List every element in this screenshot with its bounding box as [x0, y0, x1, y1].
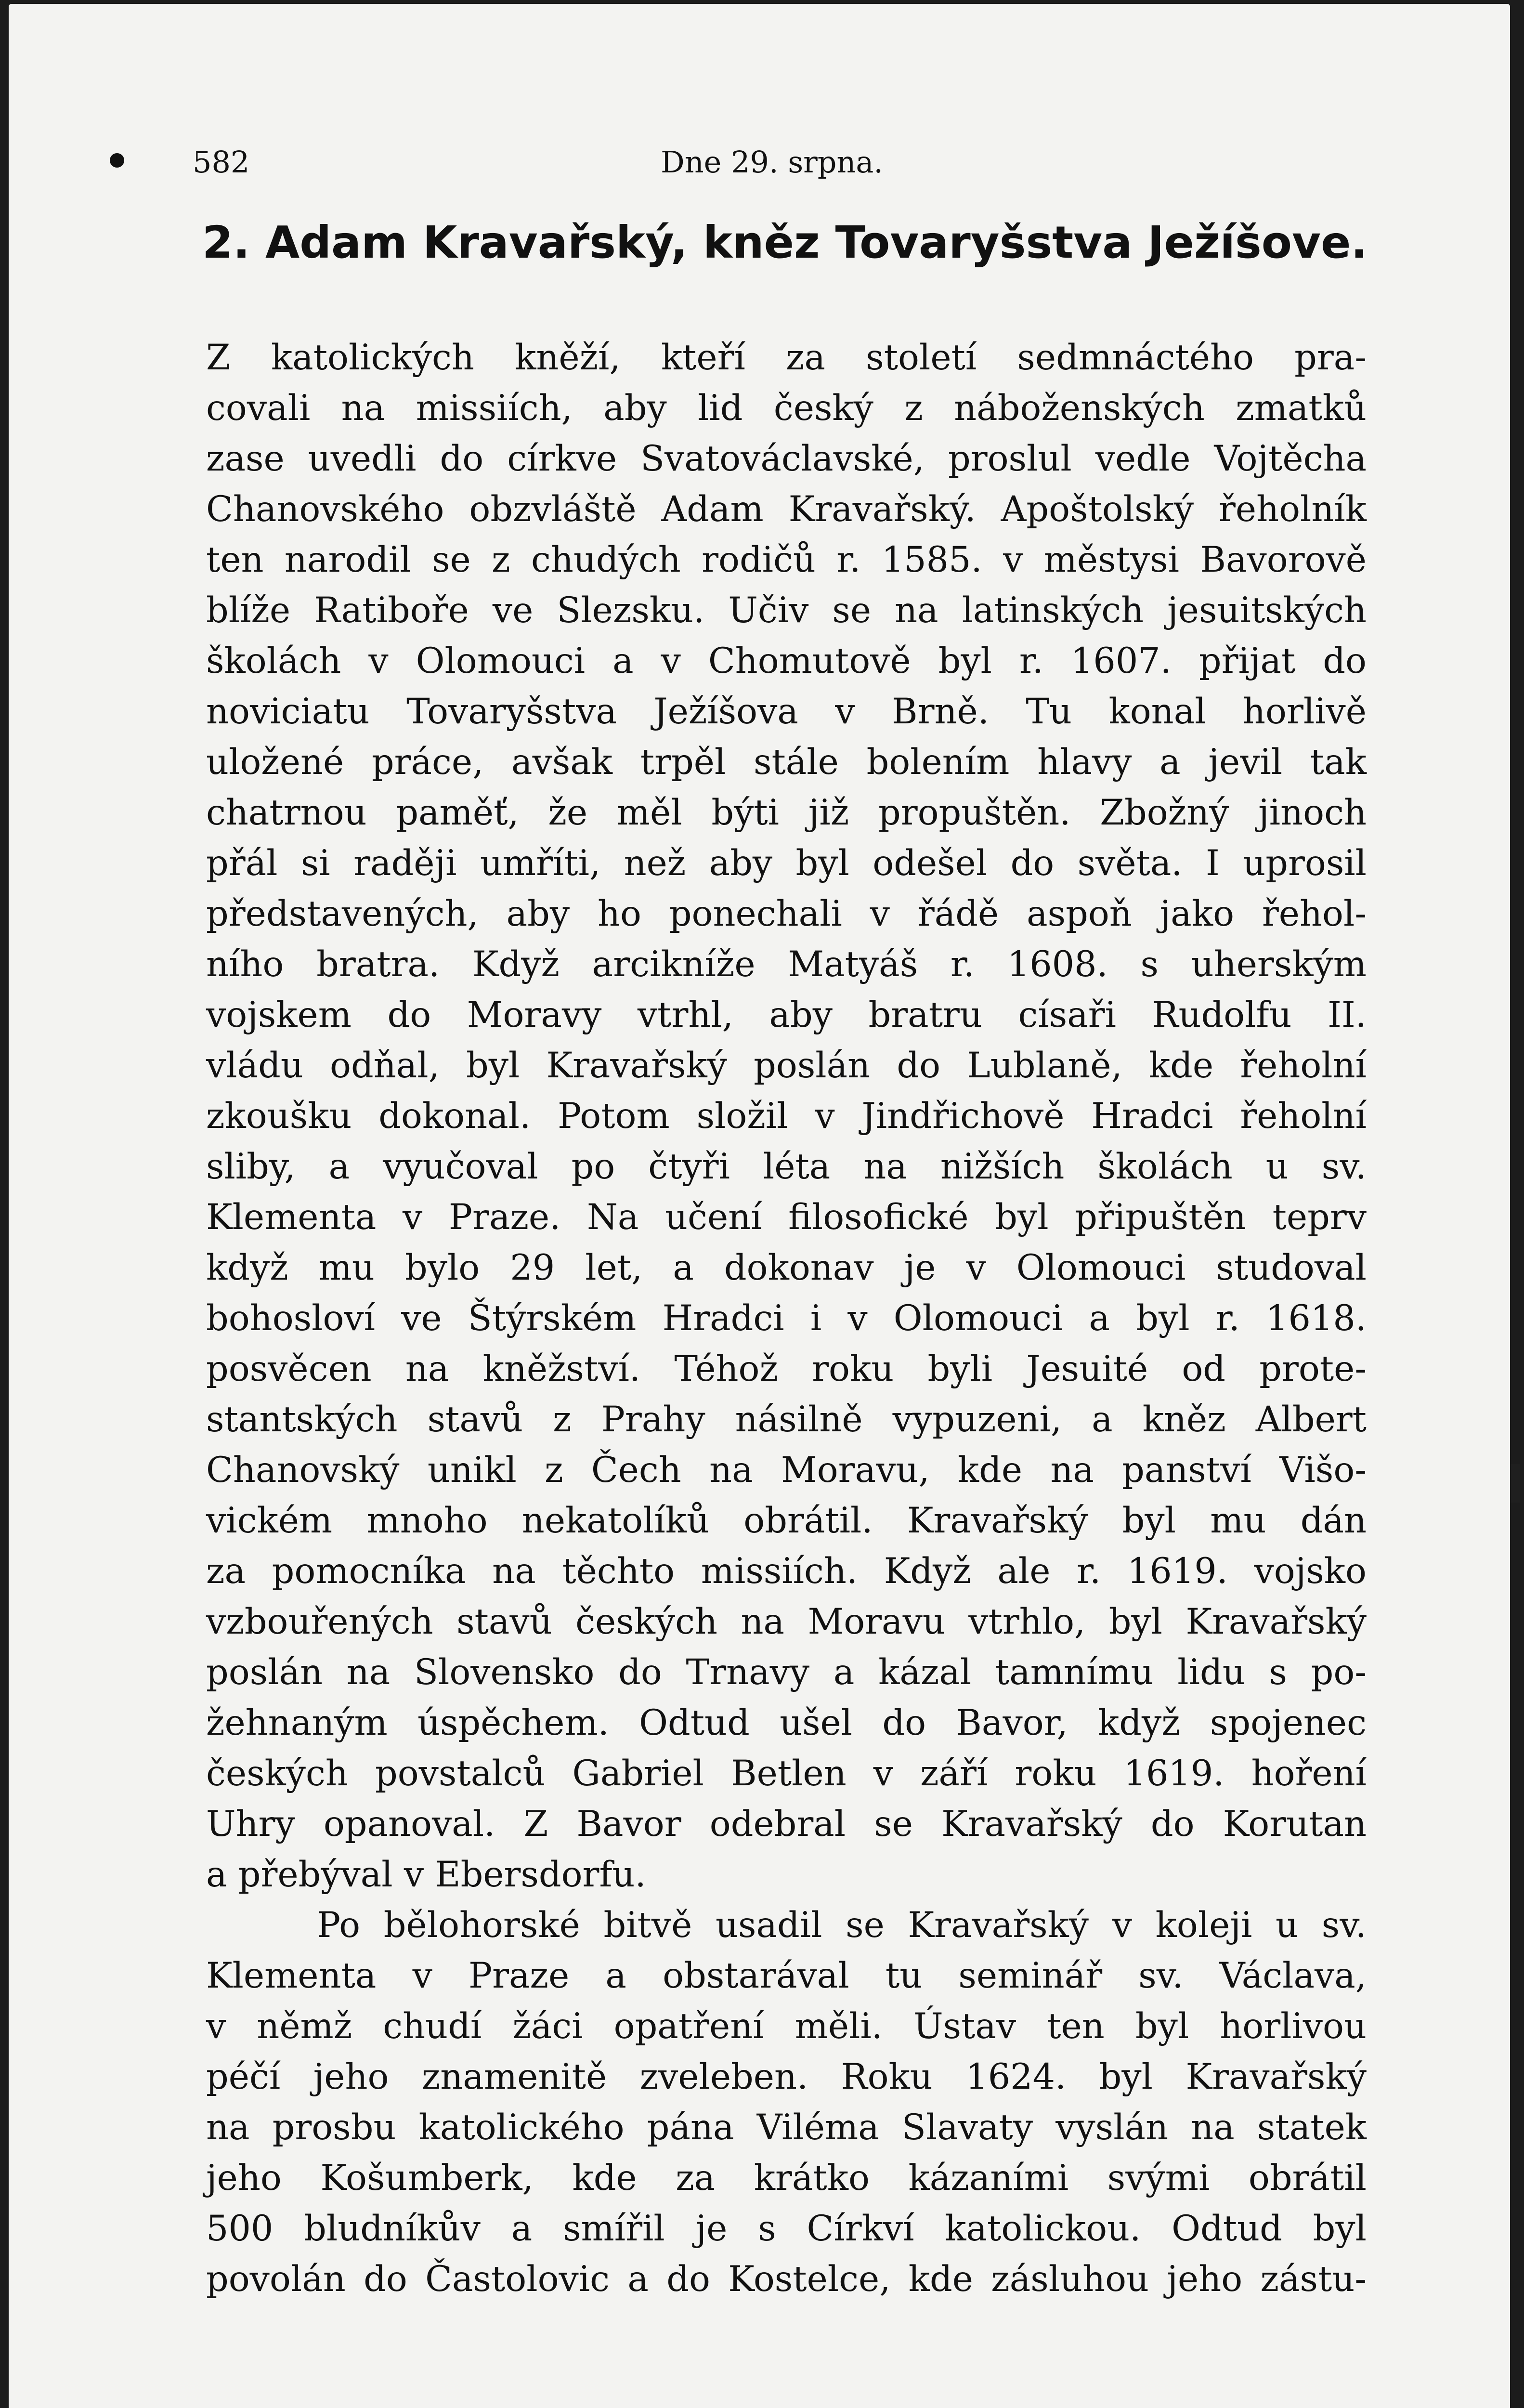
- text-line: zkoušku dokonal. Potom složil v Jindřichově Hradci řeholní: [206, 1096, 1367, 1137]
- text-line: vládu odňal, byl Kravařský poslán do Lublaně, kde řeholní: [206, 1045, 1367, 1086]
- running-head: Dne 29. srpna.: [661, 144, 884, 180]
- text-line: povolán do Častolovic a do Kostelce, kde zásluhou jeho zástu-: [206, 2259, 1367, 2300]
- text-line: představených, aby ho ponechali v řádě aspoň jako řehol-: [206, 893, 1367, 934]
- text-line: covali na missiích, aby lid český z náboženských zmatků: [206, 388, 1367, 429]
- text-line: péčí jeho znamenitě zveleben. Roku 1624. byl Kravařský: [206, 2056, 1367, 2097]
- text-line: když mu bylo 29 let, a dokonav je v Olomouci studoval: [206, 1247, 1367, 1288]
- text-line: Chanovský unikl z Čech na Moravu, kde na panství Višo-: [206, 1450, 1367, 1491]
- text-line: jeho Košumberk, kde za krátko kázaními svými obrátil: [206, 2158, 1367, 2199]
- margin-dot-mark: [110, 153, 124, 168]
- text-line: českých povstalců Gabriel Betlen v září roku 1619. hoření: [206, 1753, 1367, 1794]
- text-line: posvěcen na kněžství. Téhož roku byli Jesuité od prote-: [206, 1348, 1367, 1389]
- text-line: Klementa v Praze a obstarával tu seminář sv. Václava,: [206, 1955, 1367, 1996]
- text-line: v němž chudí žáci opatření měli. Ústav ten byl horlivou: [206, 2006, 1367, 2047]
- text-line: Z katolických kněží, kteří za století sedmnáctého pra-: [206, 337, 1367, 378]
- scan-edge-mark: [1511, 1464, 1520, 1503]
- text-line: Uhry opanoval. Z Bavor odebral se Kravařský do Korutan: [206, 1804, 1367, 1845]
- text-line: poslán na Slovensko do Trnavy a kázal tamnímu lidu s po-: [206, 1652, 1367, 1693]
- text-line: ního bratra. Když arcikníže Matyáš r. 1608. s uherským: [206, 944, 1367, 985]
- text-line: uložené práce, avšak trpěl stále bolením hlavy a jevil tak: [206, 742, 1367, 783]
- text-line: vzbouřených stavů českých na Moravu vtrhlo, byl Kravařský: [206, 1601, 1367, 1642]
- text-line: ten narodil se z chudých rodičů r. 1585. v městysi Bavorově: [206, 539, 1367, 580]
- text-line: 500 bludníkův a smířil je s Církví katolickou. Odtud byl: [206, 2208, 1367, 2249]
- text-line: blíže Ratiboře ve Slezsku. Učiv se na latinských jesuitských: [206, 590, 1367, 631]
- text-line: žehnaným úspěchem. Odtud ušel do Bavor, když spojenec: [206, 1702, 1367, 1743]
- text-line: vojskem do Moravy vtrhl, aby bratru císaři Rudolfu II.: [206, 995, 1367, 1035]
- text-line: noviciatu Tovaryšstva Ježíšova v Brně. Tu konal horlivě: [206, 691, 1367, 732]
- paragraph: [206, 1900, 1367, 2304]
- body-text: [206, 332, 1367, 2304]
- text-line: zase uvedli do církve Svatováclavské, proslul vedle Vojtěcha: [206, 438, 1367, 479]
- text-line: školách v Olomouci a v Chomutově byl r. 1607. přijat do: [206, 641, 1367, 681]
- text-line: Chanovského obzvláště Adam Kravařský. Apoštolský řeholník: [206, 489, 1367, 530]
- text-line: Po bělohorské bitvě usadil se Kravařský v koleji u sv.: [317, 1905, 1367, 1946]
- text-line: a přebýval v Ebersdorfu.: [206, 1854, 646, 1895]
- text-line: sliby, a vyučoval po čtyři léta na nižších školách u sv.: [206, 1146, 1367, 1187]
- page-number: 582: [193, 144, 250, 180]
- section-title: 2. Adam Kravařský, kněz Tovaryšstva Ježíšove.: [202, 217, 1368, 268]
- page-header: [193, 144, 1372, 197]
- text-line: bohosloví ve Štýrském Hradci i v Olomouci a byl r. 1618.: [206, 1298, 1367, 1339]
- text-line: stantských stavů z Prahy násilně vypuzeni, a kněz Albert: [206, 1399, 1367, 1440]
- paragraph: [206, 332, 1367, 1900]
- text-line: vickém mnoho nekatolíků obrátil. Kravařský byl mu dán: [206, 1500, 1367, 1541]
- text-line: chatrnou paměť, že měl býti již propuštěn. Zbožný jinoch: [206, 792, 1367, 833]
- text-line: přál si raději umříti, než aby byl odešel do světa. I uprosil: [206, 843, 1367, 884]
- text-line: Klementa v Praze. Na učení filosofické byl připuštěn teprv: [206, 1197, 1367, 1238]
- text-line: za pomocníka na těchto missiích. Když ale r. 1619. vojsko: [206, 1551, 1367, 1592]
- text-line: na prosbu katolického pána Viléma Slavaty vyslán na statek: [206, 2107, 1367, 2148]
